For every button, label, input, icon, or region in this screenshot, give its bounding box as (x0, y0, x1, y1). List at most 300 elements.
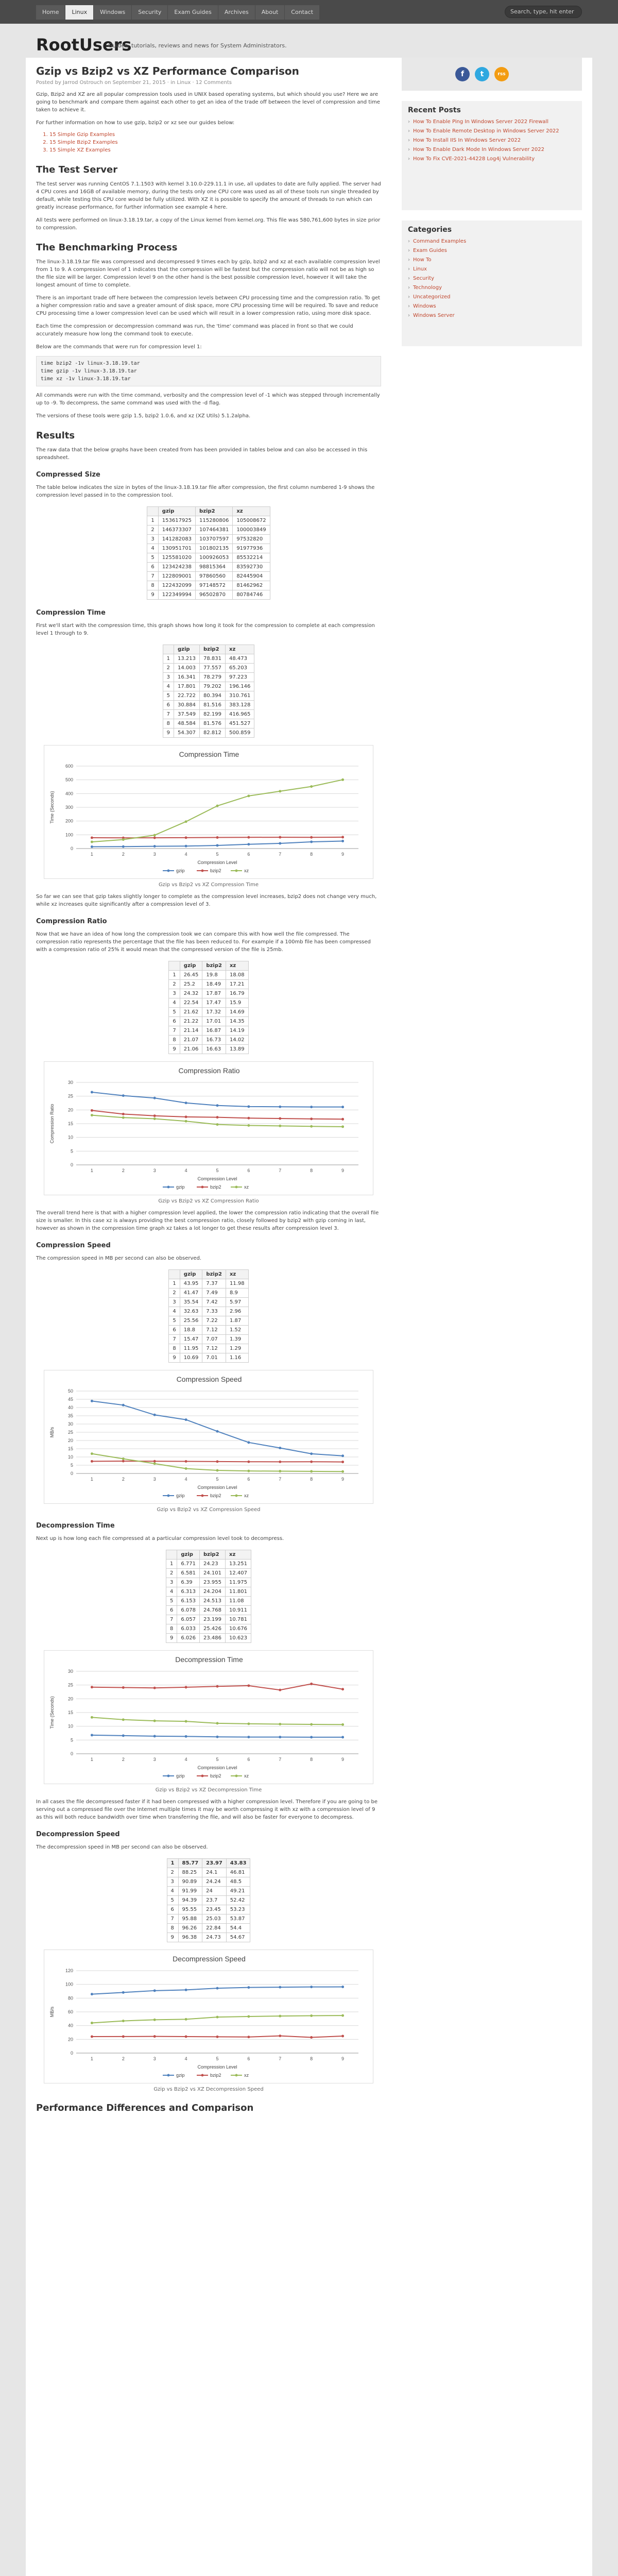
data-point-gzip (185, 1735, 187, 1738)
y-tick-label: 40 (67, 1405, 73, 1410)
table-cell: 5 (163, 691, 174, 701)
table-cell: 21.14 (180, 1026, 202, 1036)
data-point-bzip2 (310, 2036, 313, 2039)
table-header-cell: xz (226, 1270, 248, 1279)
table-cell: 32.63 (180, 1307, 202, 1316)
x-tick-label: 3 (153, 2056, 156, 2061)
table-cell: 22.722 (174, 691, 200, 701)
table-cell: 25.426 (200, 1624, 226, 1634)
y-tick-label: 25 (67, 1682, 73, 1688)
data-point-gzip (122, 1404, 125, 1406)
x-tick-label: 8 (310, 1168, 313, 1173)
y-tick-label: 600 (65, 764, 73, 769)
data-point-xz (341, 1470, 344, 1473)
x-tick-label: 3 (153, 1477, 156, 1482)
table-cell: 7.37 (202, 1279, 226, 1289)
recent-post-link[interactable]: › How To Enable Ping In Windows Server 2022 Firewall (408, 118, 576, 126)
table-cell: 7 (167, 1914, 178, 1924)
table-cell: 6 (169, 1326, 180, 1335)
main-menu (36, 5, 320, 20)
data-point-xz (310, 1470, 313, 1472)
table-row (169, 1353, 248, 1363)
table-cell: 3 (169, 989, 180, 998)
recent-post-link[interactable]: › How To Enable Dark Mode In Windows Server 2022 (408, 146, 576, 154)
y-tick-label: 0 (70, 1471, 73, 1476)
table-row (169, 980, 248, 989)
table-cell: 49.21 (226, 1887, 250, 1896)
table-cell: 13.251 (226, 1560, 251, 1569)
category-link[interactable]: › Command Examples (408, 238, 576, 245)
table-header-cell: xz (233, 507, 270, 516)
table-cell: 1 (169, 1279, 180, 1289)
y-tick-label: 0 (70, 1751, 73, 1756)
table-cell: 123424238 (158, 563, 195, 572)
x-axis-label: Compression Level (197, 1176, 237, 1181)
x-tick-label: 2 (122, 2056, 125, 2061)
y-tick-label: 25 (67, 1430, 73, 1435)
x-tick-label: 1 (90, 1477, 93, 1482)
data-point-bzip2 (153, 2035, 156, 2038)
data-point-bzip2 (247, 2036, 250, 2038)
nav-item-home[interactable]: Home (36, 5, 65, 20)
data-point-xz (247, 2015, 250, 2018)
table-cell: 1.87 (226, 1316, 248, 1326)
table-cell: 3 (166, 1578, 177, 1587)
x-tick-label: 5 (216, 852, 219, 857)
decompression-time-paragraph: Next up is how long each file compressed at a particular compression level took to decompress. (36, 1536, 284, 1541)
table-cell: 16.79 (226, 989, 248, 998)
table-cell: 4 (163, 682, 174, 691)
widget-title: Recent Posts (408, 106, 461, 114)
legend-marker-xz (235, 2074, 238, 2077)
data-point-gzip (279, 842, 281, 845)
table-cell: 23.955 (200, 1578, 226, 1587)
x-tick-label: 1 (90, 1168, 93, 1173)
chart-title: Compression Ratio (178, 1066, 240, 1075)
table-header-cell: 85.77 (178, 1859, 202, 1868)
table-cell: 4 (169, 1307, 180, 1316)
heading-compressed-size: Compressed Size (36, 471, 100, 479)
table-row (167, 1868, 250, 1877)
table-cell: 95.55 (178, 1905, 202, 1914)
nav-inner (26, 0, 592, 24)
nav-item-linux[interactable]: Linux (65, 5, 93, 20)
data-point-gzip (185, 845, 187, 848)
data-point-xz (279, 790, 281, 792)
compression-time-table (163, 645, 255, 738)
decompression-speed-table (167, 1858, 251, 1942)
table-cell: 5 (166, 1597, 177, 1606)
table-header-cell: gzip (174, 645, 200, 654)
site-title[interactable]: RootUsers (36, 35, 132, 55)
data-point-bzip2 (216, 1685, 219, 1688)
y-tick-label: 500 (65, 777, 73, 783)
x-tick-label: 2 (122, 1757, 125, 1762)
table-cell: 500.859 (226, 728, 254, 738)
data-point-bzip2 (310, 1461, 313, 1463)
x-tick-label: 6 (247, 852, 250, 857)
table-cell: 1.52 (226, 1326, 248, 1335)
table-cell: 9 (169, 1045, 180, 1054)
table-row (163, 710, 254, 719)
rss-icon[interactable]: rss (494, 67, 509, 81)
table-cell: 13.213 (174, 654, 200, 664)
table-cell: 91977936 (233, 544, 270, 553)
y-tick-label: 20 (67, 1696, 73, 1702)
chart-caption: Gzip vs Bzip2 vs XZ Compression Speed (157, 1507, 261, 1513)
data-point-gzip (341, 1986, 344, 1988)
data-point-bzip2 (122, 1686, 125, 1689)
nav-item-exam-guides[interactable]: Exam Guides (168, 5, 217, 20)
table-cell: 6.771 (177, 1560, 200, 1569)
table-cell: 451.527 (226, 719, 254, 728)
table-row (169, 1344, 248, 1353)
data-point-gzip (216, 1430, 219, 1433)
nav-item-contact[interactable]: Contact (285, 5, 319, 20)
y-tick-label: 5 (70, 1737, 73, 1743)
table-row (166, 1615, 251, 1624)
table-cell: 17.47 (202, 998, 226, 1008)
table-cell: 81462962 (233, 581, 270, 590)
table-cell: 7.33 (202, 1307, 226, 1316)
table-header-row (163, 645, 254, 654)
table-row (169, 1307, 248, 1316)
table-cell: 122349994 (158, 590, 195, 600)
category-link[interactable]: › Linux (408, 266, 576, 273)
x-tick-label: 7 (279, 2056, 282, 2061)
table-cell: 24.204 (200, 1587, 226, 1597)
table-cell: 94.39 (178, 1896, 202, 1905)
table-cell: 5 (147, 553, 158, 563)
table-cell: 6.078 (177, 1606, 200, 1615)
table-cell: 82.199 (200, 710, 226, 719)
x-tick-label: 8 (310, 1477, 313, 1482)
y-tick-label: 20 (67, 2037, 73, 2042)
y-tick-label: 60 (67, 2009, 73, 2014)
x-tick-label: 9 (341, 1477, 345, 1482)
legend-label-gzip: gzip (176, 1773, 185, 1778)
chart-caption: Gzip vs Bzip2 vs XZ Decompression Time (155, 1787, 262, 1793)
data-point-xz (247, 1124, 250, 1127)
data-point-gzip (341, 1736, 344, 1738)
social-links (402, 58, 582, 91)
legend-label-bzip2: bzip2 (210, 868, 221, 873)
table-cell: 80784746 (233, 590, 270, 600)
table-cell: 6 (169, 1017, 180, 1026)
y-tick-label: 10 (67, 1134, 73, 1140)
compression-time-summary: So far we can see that gzip takes slightly longer to complete as the compression level increases, bzip2 does not change very much, while xz increases quite significantly after a compression level of 3. (36, 894, 377, 907)
data-point-bzip2 (247, 1117, 250, 1120)
category-link[interactable]: › Security (408, 275, 576, 282)
nav-item-archives[interactable]: Archives (218, 5, 255, 20)
data-point-gzip (310, 841, 313, 843)
y-tick-label: 0 (70, 1162, 73, 1167)
twitter-icon[interactable]: t (475, 67, 489, 81)
table-cell: 78.279 (200, 673, 226, 682)
guide-link-xz[interactable]: 3. 15 Simple XZ Examples (49, 146, 381, 154)
data-point-gzip (91, 1091, 93, 1093)
legend-marker-bzip2 (201, 1495, 204, 1497)
x-tick-label: 2 (122, 852, 125, 857)
data-point-bzip2 (310, 1683, 313, 1685)
heading-decompression-speed: Decompression Speed (36, 1831, 120, 1838)
data-point-xz (341, 1125, 344, 1128)
code-line: time bzip2 -1v linux-3.18.19.tar (41, 361, 140, 366)
table-cell: 8 (147, 581, 158, 590)
nav-item-security[interactable]: Security (132, 5, 167, 20)
series-line-gzip (92, 1401, 342, 1455)
x-tick-label: 6 (247, 1477, 250, 1482)
y-tick-label: 100 (65, 1981, 73, 1987)
table-header-cell: bzip2 (202, 1270, 226, 1279)
chart-caption: Gzip vs Bzip2 vs XZ Decompression Speed (153, 2087, 264, 2092)
data-point-bzip2 (91, 2036, 93, 2038)
content-card (26, 58, 592, 2576)
chart-title: Compression Time (179, 750, 239, 758)
table-cell: 4 (147, 544, 158, 553)
table-row (167, 1914, 250, 1924)
categories-widget (402, 221, 582, 346)
heading-test-server: The Test Server (36, 164, 118, 175)
table-header-row (169, 1270, 248, 1279)
y-axis-label: MB/s (49, 2006, 55, 2018)
y-tick-label: 0 (70, 846, 73, 851)
data-point-gzip (153, 1989, 156, 1992)
data-point-bzip2 (153, 837, 156, 839)
table-cell: 23.7 (202, 1896, 227, 1905)
table-header-cell: bzip2 (202, 961, 226, 971)
table-cell: 9 (147, 590, 158, 600)
table-cell: 90.89 (178, 1877, 202, 1887)
data-point-bzip2 (279, 1461, 281, 1463)
data-point-xz (341, 2014, 344, 2017)
recent-post-link[interactable]: › How To Fix CVE-2021-44228 Log4j Vulnerability (408, 156, 576, 163)
table-cell: 7.07 (202, 1335, 226, 1344)
table-cell: 24.513 (200, 1597, 226, 1606)
data-point-xz (153, 1720, 156, 1722)
data-point-bzip2 (247, 1684, 250, 1687)
chart-svg (44, 1950, 374, 2084)
data-point-xz (153, 834, 156, 837)
legend-marker-xz (235, 1495, 238, 1497)
table-cell: 196.146 (226, 682, 254, 691)
table-cell: 17.801 (174, 682, 200, 691)
x-axis-label: Compression Level (197, 860, 237, 865)
data-point-bzip2 (279, 2035, 281, 2037)
table-cell: 46.81 (226, 1868, 250, 1877)
table-cell: 8 (166, 1624, 177, 1634)
table-header-cell: gzip (177, 1550, 200, 1560)
data-point-xz (279, 1125, 281, 1127)
y-tick-label: 25 (67, 1093, 73, 1099)
data-point-bzip2 (279, 1689, 281, 1691)
table-cell: 97532820 (233, 535, 270, 544)
data-point-xz (153, 1462, 156, 1465)
table-cell: 97148572 (196, 581, 233, 590)
data-point-xz (216, 1123, 219, 1126)
table-cell: 11.975 (226, 1578, 251, 1587)
nav-item-windows[interactable]: Windows (94, 5, 131, 20)
table-cell: 6.026 (177, 1634, 200, 1643)
x-tick-label: 5 (216, 1168, 219, 1173)
data-point-gzip (310, 1452, 313, 1455)
table-cell: 100003849 (233, 526, 270, 535)
data-point-xz (91, 841, 93, 843)
category-link[interactable]: › Windows (408, 303, 576, 310)
table-cell: 9 (169, 1353, 180, 1363)
table-cell: 9 (163, 728, 174, 738)
facebook-icon[interactable]: f (455, 67, 470, 81)
x-tick-label: 2 (122, 1168, 125, 1173)
table-cell: 6.39 (177, 1578, 200, 1587)
decompression-time-chart (44, 1650, 373, 1784)
data-point-bzip2 (341, 836, 344, 838)
categories-list (408, 238, 576, 319)
legend-label-bzip2: bzip2 (210, 1184, 221, 1190)
table-cell: 7.42 (202, 1298, 226, 1307)
table-cell: 48.473 (226, 654, 254, 664)
heading-benchmarking: The Benchmarking Process (36, 242, 178, 253)
table-header-row (167, 1859, 250, 1868)
table-cell: 25.03 (202, 1914, 227, 1924)
table-row (166, 1597, 251, 1606)
data-point-gzip (216, 1736, 219, 1738)
guide-link-bzip2[interactable]: 2. 15 Simple Bzip2 Examples (49, 139, 381, 146)
table-cell: 2 (166, 1569, 177, 1578)
x-tick-label: 5 (216, 1477, 219, 1482)
table-cell: 14.02 (226, 1036, 248, 1045)
y-tick-label: 10 (67, 1454, 73, 1460)
table-cell: 6.153 (177, 1597, 200, 1606)
table-cell: 16.63 (202, 1045, 226, 1054)
compression-ratio-summary: The overall trend here is that with a higher compression level applied, the lower the compression ratio indicating that the overall file size is smaller. In this case xz is always providing the best compression ratio, closely followed by bzip2 with gzip coming in last, however as shown in the compression time graph xz takes a lot longer to get these results after compression level 3. (36, 1210, 379, 1231)
y-tick-label: 45 (67, 1397, 73, 1402)
table-cell: 43.95 (180, 1279, 202, 1289)
category-link[interactable]: › Uncategorized (408, 294, 576, 301)
data-point-xz (216, 805, 219, 807)
table-cell: 54.67 (226, 1933, 250, 1942)
category-link[interactable]: › Exam Guides (408, 247, 576, 255)
data-point-bzip2 (341, 1461, 344, 1463)
bench-paragraph-1: The linux-3.18.19.tar file was compressed and decompressed 9 times each by gzip, bzip2 and xz at each available compression level from 1 to 9. A compression level of 1 indicates that the compression will be fastest but the compression ratio will not be as high so the file size will be larger. Compression level 9 on the other hand is the best possible compression level, however it will take the longest amount of time to complete. (36, 259, 380, 288)
table-row (147, 526, 270, 535)
category-link[interactable]: › Technology (408, 284, 576, 292)
table-cell: 26.45 (180, 971, 202, 980)
table-row (169, 1326, 248, 1335)
table-cell: 8 (169, 1036, 180, 1045)
intro-paragraph: Gzip, Bzip2 and XZ are all popular compression tools used in UNIX based operating systems, but which should you use? Here we are going to benchmark and compare them against each other to get an idea of the trade off between the level of compression and time taken to achieve it. (36, 92, 380, 113)
table-cell: 105008672 (233, 516, 270, 526)
search-input[interactable]: Search, type, hit enter (505, 6, 582, 18)
table-cell: 11.95 (180, 1344, 202, 1353)
legend-label-xz: xz (244, 1493, 249, 1498)
table-cell: 96.26 (178, 1924, 202, 1933)
legend-marker-gzip (167, 2074, 170, 2077)
legend-marker-gzip (167, 870, 170, 872)
series-line-xz (92, 779, 342, 842)
x-tick-label: 9 (341, 1757, 345, 1762)
x-tick-label: 6 (247, 2056, 250, 2061)
table-cell: 8.9 (226, 1289, 248, 1298)
table-row (169, 1316, 248, 1326)
heading-performance-differences: Performance Differences and Comparison (36, 2103, 254, 2113)
table-cell: 13.89 (226, 1045, 248, 1054)
recent-posts-widget (402, 101, 582, 210)
x-tick-label: 4 (184, 852, 187, 857)
data-point-bzip2 (310, 836, 313, 839)
compressed-size-paragraph: The table below indicates the size in bytes of the linux-3.18.19.tar file after compression, the first column numbered 1-9 shows the compression level passed in to the compression tool. (36, 485, 375, 498)
data-point-bzip2 (279, 836, 281, 839)
table-cell: 2 (163, 664, 174, 673)
table-cell: 7.12 (202, 1326, 226, 1335)
table-cell: 8 (163, 719, 174, 728)
category-link[interactable]: › How To (408, 257, 576, 264)
table-cell: 53.23 (226, 1905, 250, 1914)
x-tick-label: 9 (341, 1168, 345, 1173)
table-row (169, 1335, 248, 1344)
x-axis-label: Compression Level (197, 1485, 237, 1490)
recent-post-link[interactable]: › How To Enable Remote Desktop in Windows Server 2022 (408, 128, 576, 135)
data-point-xz (185, 1120, 187, 1123)
table-cell: 383.128 (226, 701, 254, 710)
legend-label-xz: xz (244, 2073, 249, 2078)
data-point-xz (91, 1114, 93, 1116)
table-cell: 1 (163, 654, 174, 664)
table-cell: 41.47 (180, 1289, 202, 1298)
data-point-gzip (153, 1735, 156, 1737)
heading-compression-ratio: Compression Ratio (36, 918, 107, 925)
x-tick-label: 4 (184, 1168, 187, 1173)
decompression-speed-chart (44, 1950, 373, 2083)
table-cell: 115280806 (196, 516, 233, 526)
table-cell: 2 (169, 980, 180, 989)
table-cell: 23.199 (200, 1615, 226, 1624)
recent-post-link[interactable]: › How To Install IIS In Windows Server 2022 (408, 137, 576, 144)
nav-item-about[interactable]: About (255, 5, 285, 20)
table-row (169, 1289, 248, 1298)
table-cell: 14.19 (226, 1026, 248, 1036)
data-point-xz (185, 820, 187, 823)
y-tick-label: 80 (67, 1995, 73, 2001)
chart-title: Decompression Time (175, 1655, 243, 1664)
table-header-cell: xz (226, 645, 254, 654)
table-cell: 6.033 (177, 1624, 200, 1634)
table-header-cell (166, 1550, 177, 1560)
table-cell: 15.9 (226, 998, 248, 1008)
data-point-xz (247, 1470, 250, 1472)
data-point-gzip (341, 1106, 344, 1108)
code-line: time gzip -1v linux-3.18.19.tar (41, 368, 137, 374)
table-row (147, 544, 270, 553)
data-point-xz (247, 794, 250, 797)
data-point-xz (91, 2022, 93, 2024)
code-block (36, 356, 381, 386)
data-point-bzip2 (310, 1117, 313, 1120)
data-point-xz (122, 1718, 125, 1721)
data-point-gzip (153, 845, 156, 848)
guide-link-gzip[interactable]: 1. 15 Simple Gzip Examples (49, 131, 381, 139)
compression-speed-paragraph: The compression speed in MB per second can also be observed. (36, 1256, 202, 1261)
data-point-bzip2 (185, 836, 187, 839)
data-point-gzip (247, 1105, 250, 1108)
table-cell: 2 (169, 1289, 180, 1298)
x-axis-label: Compression Level (197, 1765, 237, 1770)
table-cell: 9 (167, 1933, 178, 1942)
x-tick-label: 4 (184, 1477, 187, 1482)
table-cell: 16.73 (202, 1036, 226, 1045)
category-link[interactable]: › Windows Server (408, 312, 576, 319)
table-cell: 17.21 (226, 980, 248, 989)
